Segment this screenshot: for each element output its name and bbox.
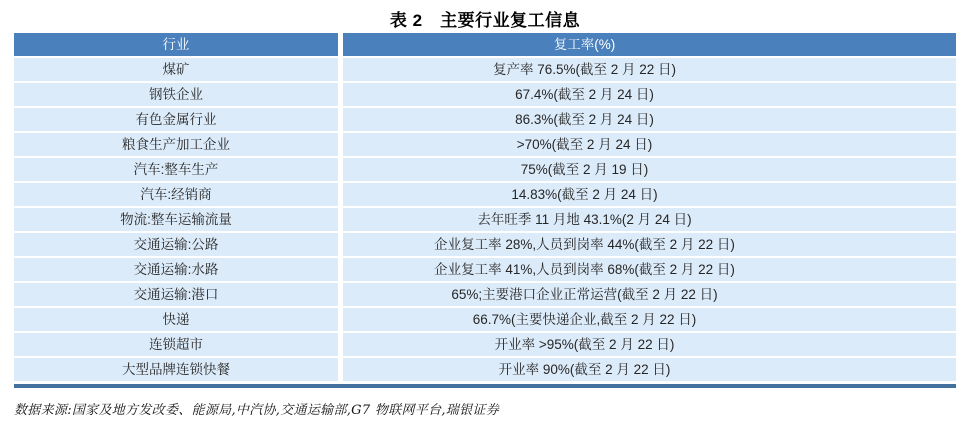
industry-cell: 交通运输:港口 [14, 283, 343, 306]
rate-cell: 开业率 >95%(截至 2 月 22 日) [343, 333, 956, 356]
industry-cell: 煤矿 [14, 58, 343, 81]
table-row [14, 233, 956, 256]
data-source-note: 数据来源:国家及地方发改委、能源局,中汽协,交通运输部,G7 物联网平台,瑞银证券 [14, 403, 499, 418]
table-row [14, 58, 956, 81]
rate-cell: 75%(截至 2 月 19 日) [343, 158, 956, 181]
table-row [14, 208, 956, 231]
industry-cell: 交通运输:公路 [14, 233, 343, 256]
table-header [14, 33, 956, 56]
rate-cell: 86.3%(截至 2 月 24 日) [343, 108, 956, 131]
industry-cell: 大型品牌连锁快餐 [14, 358, 343, 381]
table-body [14, 58, 956, 381]
table-row [14, 358, 956, 381]
table-row [14, 158, 956, 181]
table-bottom-border [14, 384, 956, 388]
table-row [14, 83, 956, 106]
rate-cell: 复产率 76.5%(截至 2 月 22 日) [343, 58, 956, 81]
table-row [14, 333, 956, 356]
industry-cell: 连锁超市 [14, 333, 343, 356]
table-row [14, 183, 956, 206]
industry-cell: 钢铁企业 [14, 83, 343, 106]
industry-cell: 粮食生产加工企业 [14, 133, 343, 156]
rate-cell: 开业率 90%(截至 2 月 22 日) [343, 358, 956, 381]
table-row [14, 258, 956, 281]
rate-cell: 企业复工率 41%,人员到岗率 68%(截至 2 月 22 日) [343, 258, 956, 281]
rate-cell: 67.4%(截至 2 月 24 日) [343, 83, 956, 106]
rate-cell: >70%(截至 2 月 24 日) [343, 133, 956, 156]
industry-cell: 汽车:经销商 [14, 183, 343, 206]
rate-cell: 去年旺季 11 月地 43.1%(2 月 24 日) [343, 208, 956, 231]
table-title: 表 2 主要行业复工信息 [389, 11, 581, 30]
table-row [14, 308, 956, 331]
industry-cell: 交通运输:水路 [14, 258, 343, 281]
column-header-industry: 行业 [14, 33, 343, 56]
rate-cell: 14.83%(截至 2 月 24 日) [343, 183, 956, 206]
industry-cell: 汽车:整车生产 [14, 158, 343, 181]
rate-cell: 65%;主要港口企业正常运营(截至 2 月 22 日) [343, 283, 956, 306]
table-row [14, 283, 956, 306]
industry-cell: 快递 [14, 308, 343, 331]
rate-cell: 企业复工率 28%,人员到岗率 44%(截至 2 月 22 日) [343, 233, 956, 256]
industry-cell: 有色金属行业 [14, 108, 343, 131]
resumption-table [14, 31, 956, 383]
header-row [14, 33, 956, 56]
table-row [14, 108, 956, 131]
column-header-rate: 复工率(%) [343, 33, 956, 56]
rate-cell: 66.7%(主要快递企业,截至 2 月 22 日) [343, 308, 956, 331]
table-row [14, 133, 956, 156]
industry-cell: 物流:整车运输流量 [14, 208, 343, 231]
